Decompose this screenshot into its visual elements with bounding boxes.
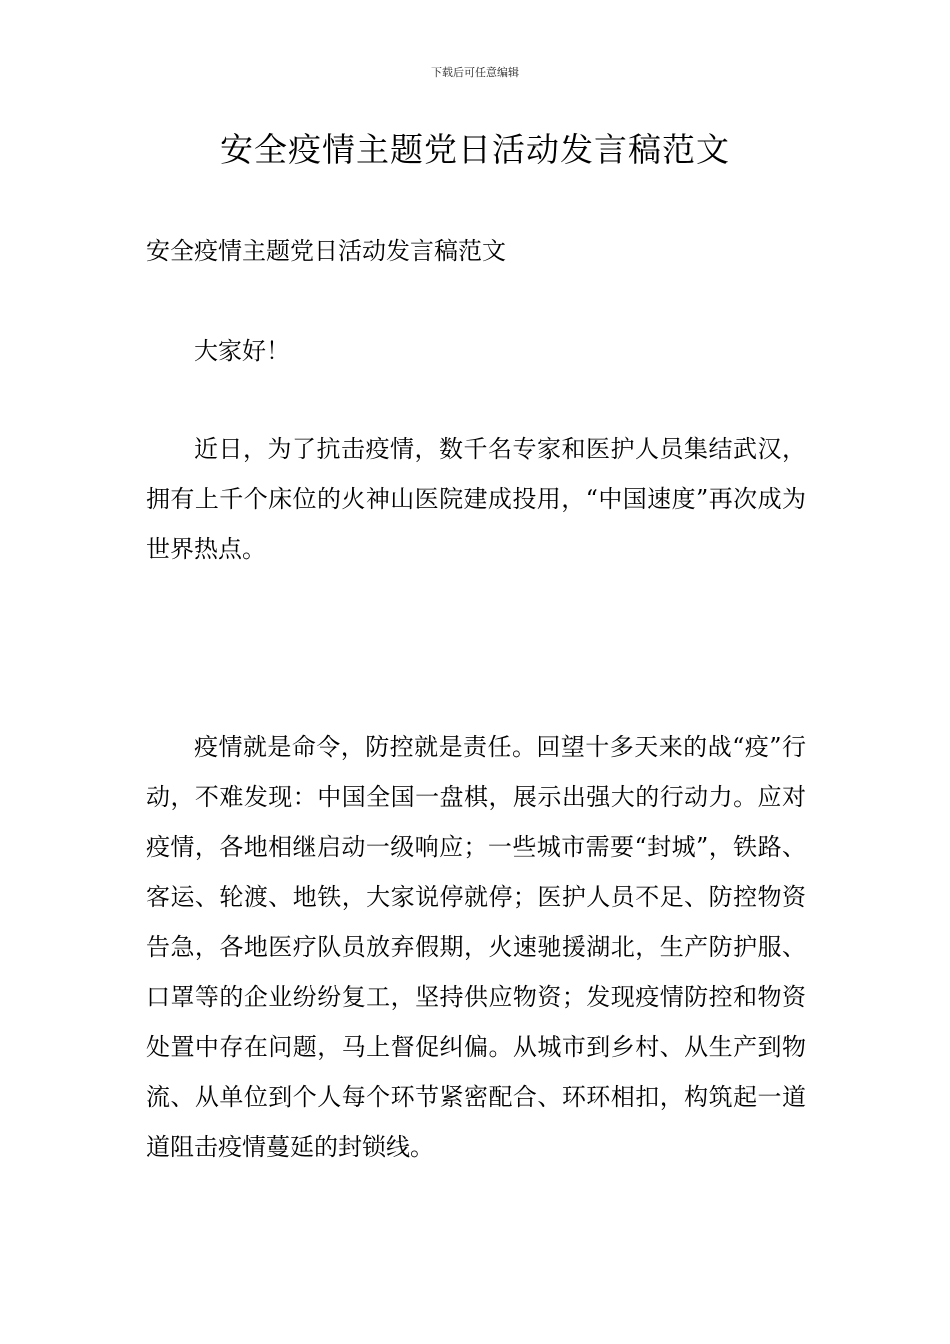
body-paragraph-1: 近日，为了抗击疫情，数千名专家和医护人员集结武汉，拥有上千个床位的火神山医院建成投用，“中国速度”再次成为世界热点。 [146,435,806,563]
greeting-paragraph: 大家好！ [194,337,290,365]
document-title: 安全疫情主题党日活动发言稿范文 [220,130,730,169]
body-paragraph-2: 疫情就是命令，防控就是责任。回望十多天来的战“疫”行动，不难发现：中国全国一盘棋，展示出强大的行动力。应对疫情，各地相继启动一级响应；一些城市需要“封城”，铁路、客运、轮渡、地铁，大家说停就停；医护人员不足、防控物资告急，各地医疗队员放弃假期，火速驰援湖北，生产防护服、口罩等的企业纷纷复工，坚持供应物资；发现疫情防控和物资处置中存在问题，马上督促纠偏。从城市到乡村、从生产到物流、从单位到个人每个环节紧密配合、环环相扣，构筑起一道道阻击疫情蔓延的封锁线。 [146,733,806,1161]
header-note: 下载后可任意编辑 [431,66,519,79]
document-subtitle: 安全疫情主题党日活动发言稿范文 [146,237,506,265]
